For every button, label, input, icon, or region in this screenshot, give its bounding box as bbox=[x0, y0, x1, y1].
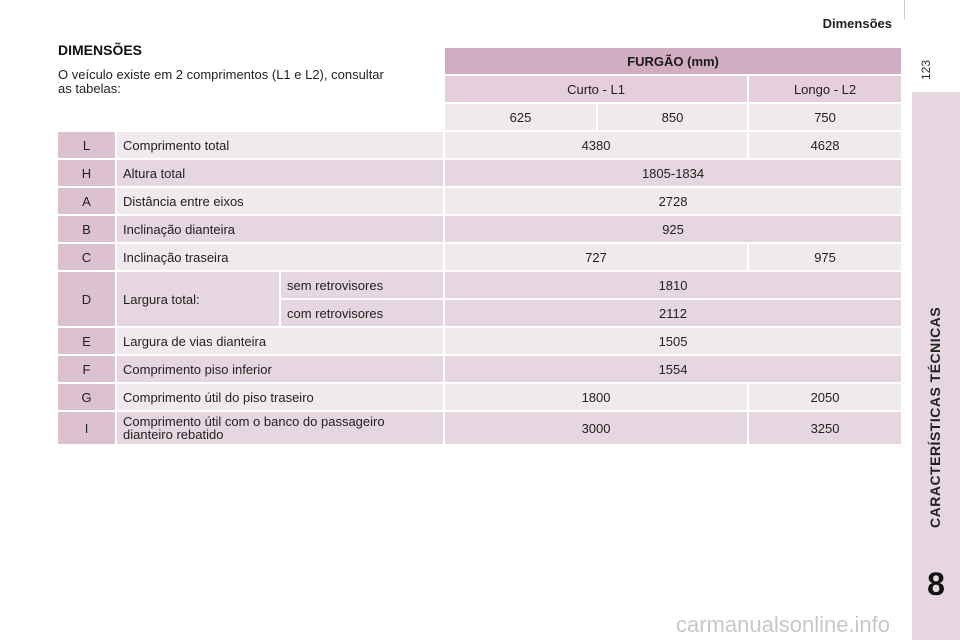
table-row bbox=[58, 272, 901, 298]
dimension-value: 3000 bbox=[445, 412, 747, 444]
dimension-code: H bbox=[58, 160, 115, 186]
dimension-value: 1805-1834 bbox=[445, 160, 901, 186]
dimension-label: Inclinação dianteira bbox=[117, 216, 443, 242]
chapter-number: 8 bbox=[927, 566, 945, 602]
dimension-code: A bbox=[58, 188, 115, 214]
page-number: 123 bbox=[919, 60, 933, 81]
dimension-value: 2728 bbox=[445, 188, 901, 214]
variant-header: 625 bbox=[445, 104, 596, 130]
dimension-label: Inclinação traseira bbox=[117, 244, 443, 270]
dimension-code: L bbox=[58, 132, 115, 158]
dimension-value: 4380 bbox=[445, 132, 747, 158]
page-header-title: Dimensões bbox=[822, 16, 892, 31]
table-row bbox=[58, 244, 901, 270]
dimension-label: Comprimento total bbox=[117, 132, 443, 158]
dimension-value: 1800 bbox=[445, 384, 747, 410]
dimension-value: 1554 bbox=[445, 356, 901, 382]
section-title: DIMENSÕES bbox=[58, 42, 143, 58]
chapter-title: CARACTERÍSTICAS TÉCNICAS bbox=[927, 306, 943, 528]
dimensions-table bbox=[56, 46, 903, 446]
dimension-code: B bbox=[58, 216, 115, 242]
dimension-value: 2050 bbox=[749, 384, 901, 410]
dimension-code: F bbox=[58, 356, 115, 382]
table-header-furgao: FURGÃO (mm) bbox=[445, 48, 901, 74]
dimension-code: I bbox=[58, 412, 115, 444]
dimension-code: G bbox=[58, 384, 115, 410]
dimension-code: D bbox=[58, 272, 115, 326]
table-row bbox=[58, 356, 901, 382]
dimension-code: C bbox=[58, 244, 115, 270]
dimension-value: 1810 bbox=[445, 272, 901, 298]
table-row bbox=[58, 412, 901, 444]
table-row bbox=[58, 384, 901, 410]
intro-text: O veículo existe em 2 comprimentos (L1 e L2), consultar as tabelas: bbox=[58, 67, 384, 96]
dimension-label: Distância entre eixos bbox=[117, 188, 443, 214]
dimension-label: Largura de vias dianteira bbox=[117, 328, 443, 354]
dimension-sub-label: sem retrovisores bbox=[281, 272, 443, 298]
length-header-l1: Curto - L1 bbox=[445, 76, 747, 102]
dimension-label: Largura total: bbox=[117, 272, 279, 326]
dimension-label: Comprimento piso inferior bbox=[117, 356, 443, 382]
dimension-sub-label: com retrovisores bbox=[281, 300, 443, 326]
dimension-value: 4628 bbox=[749, 132, 901, 158]
dimension-value: 925 bbox=[445, 216, 901, 242]
dimension-value: 2112 bbox=[445, 300, 901, 326]
dimension-label: Comprimento útil do piso traseiro bbox=[117, 384, 443, 410]
table-row bbox=[58, 132, 901, 158]
dimension-value: 975 bbox=[749, 244, 901, 270]
dimension-code: E bbox=[58, 328, 115, 354]
variant-header: 850 bbox=[598, 104, 747, 130]
dimension-value: 3250 bbox=[749, 412, 901, 444]
table-row bbox=[58, 216, 901, 242]
watermark: carmanualsonline.info bbox=[676, 612, 891, 637]
variant-header: 750 bbox=[749, 104, 901, 130]
table-row bbox=[58, 188, 901, 214]
length-header-l2: Longo - L2 bbox=[749, 76, 901, 102]
header-divider bbox=[904, 0, 905, 20]
dimension-label: Comprimento útil com o banco do passageiro dianteiro rebatido bbox=[117, 412, 443, 444]
table-row bbox=[58, 160, 901, 186]
dimension-value: 727 bbox=[445, 244, 747, 270]
table-row bbox=[58, 328, 901, 354]
dimension-label: Altura total bbox=[117, 160, 443, 186]
dimension-value: 1505 bbox=[445, 328, 901, 354]
